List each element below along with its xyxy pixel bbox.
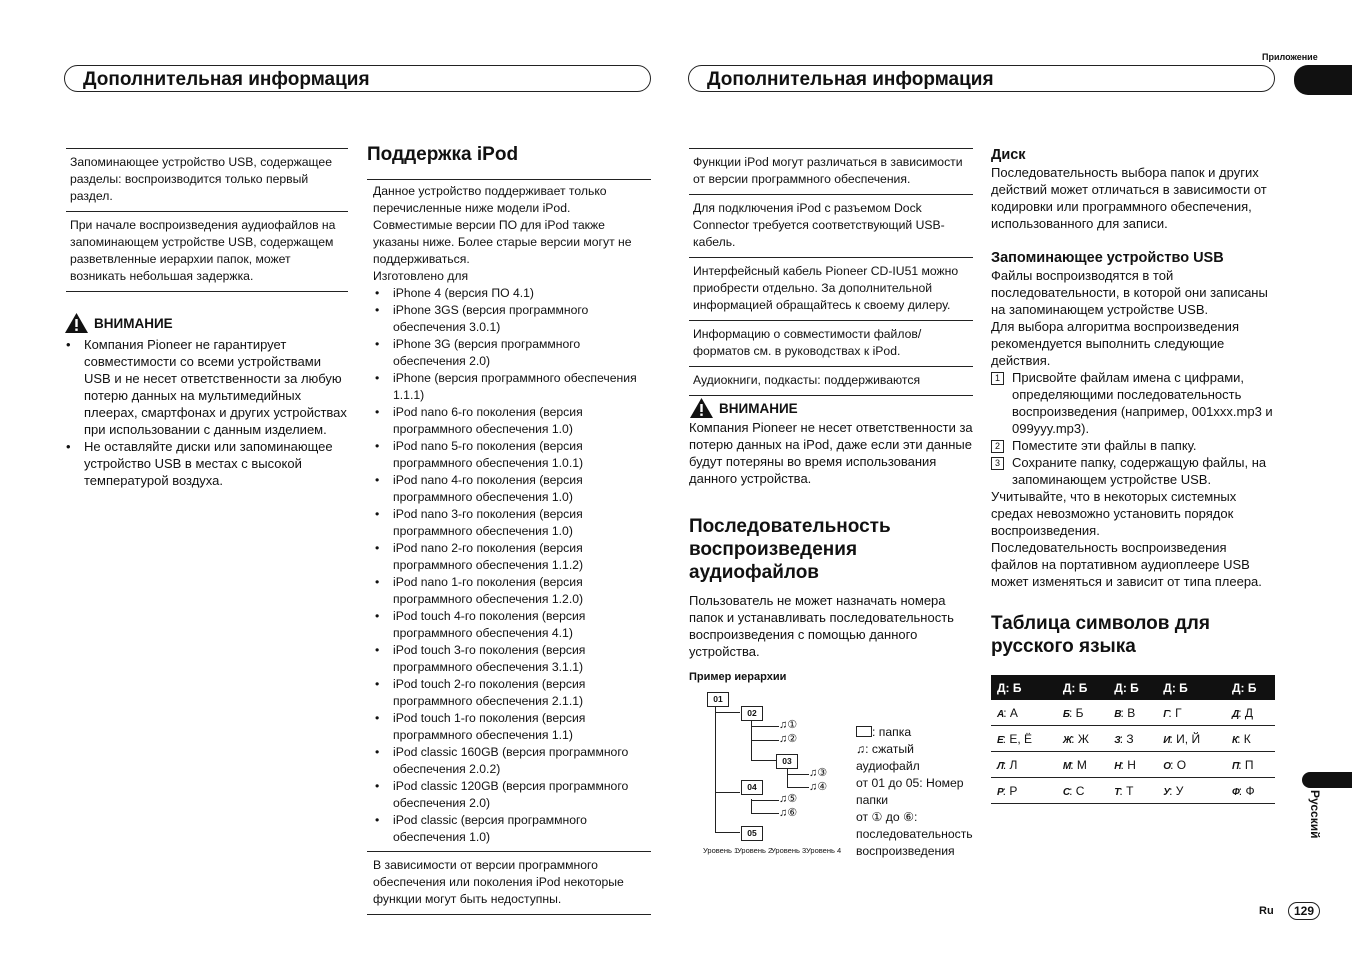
- ipod-model: • iPod touch 2-го поколения (версия программного обеспечения 2.1.1): [373, 676, 651, 710]
- display-glyph: Е: [997, 734, 1003, 746]
- file-number: ⑥: [787, 807, 798, 819]
- char-value: : Б: [1068, 705, 1084, 720]
- warning-icon: [64, 312, 89, 334]
- display-glyph: У: [1163, 786, 1170, 798]
- char-value: : А: [1003, 705, 1018, 720]
- warning-title: ВНИМАНИЕ: [719, 400, 798, 416]
- char-value: : С: [1069, 783, 1085, 798]
- col4: [991, 146, 1276, 658]
- table-cell: [1157, 752, 1226, 778]
- display-glyph: Р: [997, 786, 1003, 798]
- table-cell: [1226, 752, 1275, 778]
- legend-folder-text: : папка: [872, 725, 912, 739]
- ipod-model: • iPod classic 120GB (версия программного обеспечения 2.0): [373, 778, 651, 812]
- music-note-icon: ♫: [779, 793, 788, 805]
- folder-node: 04: [741, 780, 763, 795]
- display-glyph: С: [1062, 786, 1070, 798]
- step-text: Сохраните папку, содержащую файлы, на запоминающем устройстве USB.: [1012, 455, 1267, 487]
- file-number: ④: [817, 781, 828, 793]
- step-number: 1: [991, 372, 1004, 385]
- col3-notes: [689, 148, 973, 396]
- header-left: Дополнительная информация: [64, 65, 651, 92]
- ipod-model: • iPod nano 6-го поколения (версия программного обеспечения 1.0): [373, 404, 651, 438]
- ipod-model: • iPod classic (версия программного обеспечения 1.0): [373, 812, 651, 846]
- display-glyph: В: [1114, 708, 1121, 720]
- folder-icon: [856, 726, 872, 737]
- ipod-model: • iPod nano 4-го поколения (версия программного обеспечения 1.0): [373, 472, 651, 506]
- legend-file: [856, 741, 968, 775]
- char-value: : В: [1120, 705, 1136, 720]
- level-label: Уровень 2: [737, 846, 773, 855]
- warning-heading: [64, 312, 348, 334]
- legend-folders-range: от 01 до 05: Номер папки: [856, 776, 964, 807]
- music-note-icon: ♫: [809, 767, 818, 779]
- table-cell: [1108, 778, 1157, 804]
- ipod-model: • iPod touch 3-го поколения (версия программного обеспечения 3.1.1): [373, 642, 651, 676]
- table-cell: [991, 700, 1057, 726]
- table-cell: [991, 778, 1057, 804]
- header-right: Дополнительная информация: [688, 65, 1275, 92]
- side-tab-bar: [1302, 772, 1352, 788]
- table-title: Таблица символов для русского языка: [991, 613, 1210, 657]
- char-value: : К: [1237, 731, 1251, 746]
- step-number: 3: [991, 457, 1004, 470]
- file-node: [779, 718, 797, 731]
- char-value: : Л: [1002, 757, 1018, 772]
- file-node: [779, 732, 797, 745]
- music-note-icon: ♫: [856, 742, 866, 756]
- section-label: Приложение: [1262, 52, 1318, 62]
- sequence-text: Пользователь не может назначать номера папок и устанавливать последовательность воспроизведения с помощью данного устройства.: [689, 593, 954, 659]
- table-header: Д: Б: [1057, 675, 1108, 700]
- note-box: Запоминающее устройство USB, содержащее разделы: воспроизводится только первый раздел.: [66, 149, 348, 212]
- level-label: Уровень 3: [771, 846, 807, 855]
- warning-item: • Компания Pioneer не гарантирует совместимости со всеми устройствами USB и не несет ответственности за любую потерю данных на мультимедийных плеерах, смартфонах и других устройствах при использовании с данным изделием.: [64, 336, 348, 438]
- page-number: 129: [1288, 902, 1320, 920]
- char-value: : Т: [1119, 783, 1134, 798]
- char-value: : Е, Ё: [1002, 731, 1033, 746]
- step-number: 2: [991, 440, 1004, 453]
- legend-files-range: от ① до ⑥: последовательность воспроизведения: [856, 810, 973, 858]
- display-glyph: Б: [1062, 708, 1069, 720]
- folder-node: 05: [741, 826, 763, 841]
- warning-text: Компания Pioneer не несет ответственности за потерю данных на iPod, даже если эти данные будут потеряны во время использования данного устройства.: [689, 420, 973, 486]
- table-cell: [1057, 778, 1108, 804]
- file-node: [779, 792, 797, 805]
- ipod-model: • iPhone 3GS (версия программного обеспечения 3.0.1): [373, 302, 651, 336]
- legend-folder: [856, 724, 968, 741]
- ipod-intro: Данное устройство поддерживает только перечисленные ниже модели iPod. Совместимые версии ПО для iPod также указаны ниже. Более старые версии могут не поддерживаться.: [373, 184, 632, 266]
- col3-warning: [689, 397, 973, 487]
- music-note-icon: ♫: [779, 733, 788, 745]
- char-value: : Р: [1002, 783, 1018, 798]
- table-cell: [1226, 700, 1275, 726]
- char-value: : П: [1238, 757, 1254, 772]
- table-header: Д: Б: [991, 675, 1057, 700]
- table-row: [991, 726, 1275, 752]
- ipod-title: Поддержка iPod: [367, 144, 519, 165]
- file-number: ②: [787, 733, 798, 745]
- table-cell: [1157, 726, 1226, 752]
- ipod-model: • iPod nano 1-го поколения (версия программного обеспечения 1.2.0): [373, 574, 651, 608]
- table-row: [991, 752, 1275, 778]
- note-box: Функции iPod могут различаться в зависимости от версии программного обеспечения.: [689, 149, 973, 195]
- char-value: : М: [1070, 757, 1087, 772]
- display-glyph: П: [1231, 760, 1239, 772]
- table-cell: [1057, 752, 1108, 778]
- ipod-note: В зависимости от версии программного обеспечения или поколения iPod некоторые функции могут быть недоступны.: [367, 852, 651, 915]
- table-cell: [1057, 700, 1108, 726]
- side-tab-label: Русский: [1308, 790, 1322, 839]
- table-cell: [991, 752, 1057, 778]
- note-box: Для подключения iPod с разъемом Dock Connector требуется соответствующий USB-кабель.: [689, 195, 973, 258]
- char-table-wrap: [991, 675, 1275, 804]
- note-box: Аудиокниги, подкасты: поддерживаются: [689, 367, 973, 396]
- ipod-model: • iPhone (версия программного обеспечения 1.1.1): [373, 370, 651, 404]
- usb-text: Последовательность воспроизведения файлов на портативном аудиоплеере USB может изменяться и зависит от типа плеера.: [991, 540, 1262, 589]
- char-value: : Н: [1120, 757, 1136, 772]
- music-note-icon: ♫: [809, 781, 818, 793]
- table-row: [991, 700, 1275, 726]
- table-cell: [1226, 778, 1275, 804]
- file-number: ①: [787, 719, 798, 731]
- table-cell: [1108, 752, 1157, 778]
- ipod-model: • iPod classic 160GB (версия программного обеспечения 2.0.2): [373, 744, 651, 778]
- music-note-icon: ♫: [779, 719, 788, 731]
- display-glyph: З: [1114, 734, 1120, 746]
- disk-title: Диск: [991, 147, 1026, 163]
- usb-text: Для выбора алгоритма воспроизведения рекомендуется выполнить следующие действия.: [991, 319, 1239, 368]
- table-cell: [1157, 700, 1226, 726]
- table-header: Д: Б: [1157, 675, 1226, 700]
- display-glyph: Н: [1114, 760, 1121, 772]
- display-glyph: Г: [1163, 708, 1169, 720]
- char-value: : У: [1169, 783, 1184, 798]
- step-text: Присвойте файлам имена с цифрами, определяющими последовательность воспроизведения (например, 001xxx.mp3 и 099yyy.mp3).: [1012, 370, 1273, 436]
- char-value: : О: [1170, 757, 1187, 772]
- level-label: Уровень 1: [703, 846, 739, 855]
- warning-item: • Не оставляйте диски или запоминающее устройство USB в местах с высокой температурой воздуха.: [64, 438, 348, 489]
- table-cell: [1057, 726, 1108, 752]
- step-text: Поместите эти файлы в папку.: [1012, 438, 1197, 453]
- char-value: : Г: [1168, 705, 1182, 720]
- sequence-title: Последовательность воспроизведения аудиофайлов: [689, 516, 891, 583]
- warning-heading: [689, 397, 973, 419]
- table-row: [991, 778, 1275, 804]
- table-cell: [1226, 726, 1275, 752]
- display-glyph: Т: [1114, 786, 1120, 798]
- char-value: : Ж: [1071, 731, 1089, 746]
- made-for: Изготовлено для: [373, 269, 469, 283]
- step-item: [991, 437, 1276, 454]
- file-node: [779, 806, 797, 819]
- ipod-model: • iPod nano 5-го поколения (версия программного обеспечения 1.0.1): [373, 438, 651, 472]
- table-header: Д: Б: [1108, 675, 1157, 700]
- file-number: ③: [817, 767, 828, 779]
- display-glyph: Д: [1231, 708, 1239, 720]
- char-value: : И, Й: [1169, 731, 1201, 746]
- legend-file-text: : сжатый аудиофайл: [856, 742, 920, 773]
- ipod-model: • iPod touch 1-го поколения (версия программного обеспечения 1.1): [373, 710, 651, 744]
- file-node: [809, 780, 827, 793]
- display-glyph: К: [1231, 734, 1238, 746]
- step-item: [991, 369, 1276, 437]
- col2: [367, 143, 651, 915]
- note-box: Информацию о совместимости файлов/форматов см. в руководствах к iPod.: [689, 321, 973, 367]
- folder-node: 03: [776, 754, 798, 769]
- file-number: ⑤: [787, 793, 798, 805]
- ipod-model: • iPhone 3G (версия программного обеспечения 2.0): [373, 336, 651, 370]
- table-header-row: [991, 675, 1275, 700]
- ipod-model: • iPod nano 2-го поколения (версия программного обеспечения 1.1.2): [373, 540, 651, 574]
- display-glyph: Ж: [1062, 734, 1072, 746]
- display-glyph: О: [1163, 760, 1171, 772]
- music-note-icon: ♫: [779, 807, 788, 819]
- display-glyph: Ф: [1231, 786, 1239, 798]
- table-cell: [1157, 778, 1226, 804]
- ipod-model: • iPhone 4 (версия ПО 4.1): [373, 285, 651, 302]
- footer-lang: Ru: [1259, 905, 1274, 917]
- section-tab: [1294, 65, 1352, 95]
- char-table: [991, 675, 1275, 804]
- char-value: : З: [1119, 731, 1134, 746]
- usb-title: Запоминающее устройство USB: [991, 250, 1224, 266]
- warning-title: ВНИМАНИЕ: [94, 315, 173, 331]
- folder-node: 02: [741, 706, 763, 721]
- note-box: При начале воспроизведения аудиофайлов на запоминающем устройстве USB, содержащем разветвленные иерархии папок, может возникать небольшая задержка.: [66, 212, 348, 292]
- table-header: Д: Б: [1226, 675, 1275, 700]
- step-item: [991, 454, 1276, 488]
- display-glyph: И: [1163, 734, 1170, 746]
- table-cell: [1108, 700, 1157, 726]
- disk-text: Последовательность выбора папок и других действий может отличаться в зависимости от кодировки или программного обеспечения, использованного для записи.: [991, 165, 1267, 231]
- hierarchy-legend: [856, 724, 973, 860]
- file-node: [809, 766, 827, 779]
- display-glyph: Л: [997, 760, 1003, 772]
- level-label: Уровень 4: [806, 846, 842, 855]
- table-cell: [1108, 726, 1157, 752]
- ipod-model: • iPod touch 4-го поколения (версия программного обеспечения 4.1): [373, 608, 651, 642]
- usb-text: Файлы воспроизводятся в той последовательности, в которой они записаны на запоминающем устройстве USB.: [991, 268, 1268, 317]
- display-glyph: М: [1062, 760, 1071, 772]
- table-cell: [991, 726, 1057, 752]
- col3-sequence: [689, 515, 973, 683]
- col1: [66, 148, 348, 292]
- char-value: : Д: [1238, 705, 1254, 720]
- display-glyph: А: [997, 708, 1004, 720]
- note-box: Интерфейсный кабель Pioneer CD-IU51 можно приобрести отдельно. За дополнительной информацией обращайтесь к своему дилеру.: [689, 258, 973, 321]
- char-value: : Ф: [1238, 783, 1255, 798]
- warning-icon: [689, 397, 714, 419]
- hierarchy-title: Пример иерархии: [689, 671, 787, 683]
- folder-node: 01: [707, 692, 729, 707]
- ipod-model: • iPod nano 3-го поколения (версия программного обеспечения 1.0): [373, 506, 651, 540]
- usb-text: Учитывайте, что в некоторых системных средах невозможно установить порядок воспроизведения.: [991, 489, 1237, 538]
- col1-warning: [64, 312, 348, 489]
